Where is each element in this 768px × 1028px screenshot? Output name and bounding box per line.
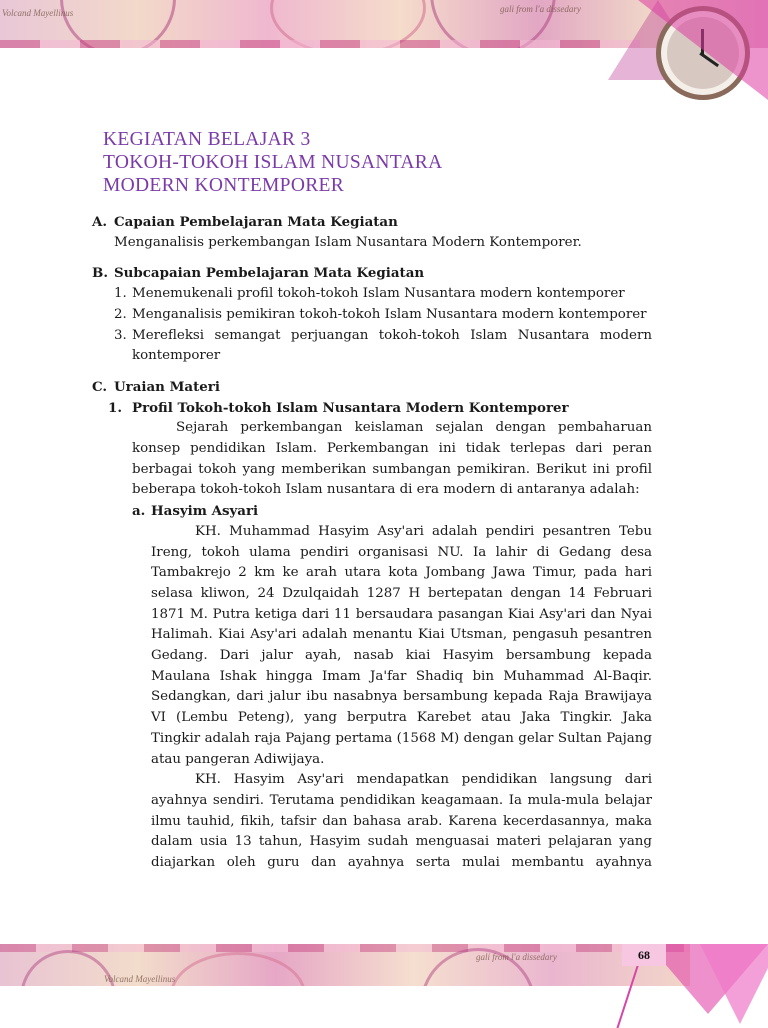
footer-map-text-right: gali from l'a dissedary bbox=[476, 952, 557, 962]
subsection-title: Profil Tokoh-tokoh Islam Nusantara Modern Kontemporer bbox=[132, 399, 569, 416]
list-text: Menganalisis pemikiran tokoh-tokoh Islam Nusantara modern kontemporer bbox=[132, 306, 647, 322]
figure-marker: a. bbox=[132, 503, 146, 520]
section-heading: Capaian Pembelajaran Mata Kegiatan bbox=[114, 214, 398, 230]
document-body bbox=[92, 212, 652, 874]
subsection-number: 1. bbox=[108, 399, 122, 416]
list-number: 3. bbox=[114, 327, 127, 343]
list-item bbox=[114, 326, 652, 367]
footer-decoration bbox=[0, 944, 690, 986]
list-text: Merefleksi semangat perjuangan tokoh-tokoh Islam Nusantara modern kontemporer bbox=[132, 327, 652, 364]
list-item bbox=[114, 284, 652, 305]
subsection-heading bbox=[108, 398, 652, 419]
title-line-2: TOKOH-TOKOH ISLAM NUSANTARA bbox=[103, 152, 443, 173]
decor-circle bbox=[20, 950, 116, 986]
footer-stripe bbox=[0, 944, 690, 952]
header-corner-triangle bbox=[638, 0, 768, 100]
section-marker: C. bbox=[92, 378, 108, 395]
section-marker: B. bbox=[92, 265, 108, 282]
biography-paragraph-2: KH. Hasyim Asy'ari mendapatkan pendidikan langsung dari ayahnya sendiri. Terutama pendidikan keagamaan. Ia mula-mula belajar ilmu tauhid, fikih, tafsir dan bahasa arab. Karena kecerdasannya, maka dalam usia 13 tahun, Hasyim sudah menguasai materi pelajaran yang diajarkan oleh guru dan ayahnya serta mulai membantu ayahnya bbox=[151, 772, 652, 871]
figure-heading bbox=[132, 501, 652, 522]
section-a-heading bbox=[92, 212, 652, 233]
decor-circle bbox=[170, 952, 306, 986]
list-text: Menemukenali profil tokoh-tokoh Islam Nusantara modern kontemporer bbox=[132, 286, 625, 302]
figure-name: Hasyim Asyari bbox=[151, 503, 259, 520]
list-number: 1. bbox=[114, 286, 127, 302]
page-number: 68 bbox=[622, 944, 666, 966]
section-heading: Uraian Materi bbox=[114, 378, 220, 395]
intro-paragraph: Sejarah perkembangan keislaman sejalan dengan pembaharuan konsep pendidikan Islam. Perkembangan ini tidak terlepas dari peran berbagai tokoh yang memberikan sumbangan pemikiran. Berikut ini profil beberapa tokoh-tokoh Islam nusantara di era modern di antaranya adalah: bbox=[132, 420, 652, 498]
section-a-text: Menganalisis perkembangan Islam Nusantara Modern Kontemporer. bbox=[114, 234, 582, 250]
section-marker: A. bbox=[92, 214, 108, 230]
section-heading: Subcapaian Pembelajaran Mata Kegiatan bbox=[114, 265, 425, 282]
footer-map-text-left: Volcand Mayellinus bbox=[104, 974, 176, 984]
header-map-text-left: Volcand Mayellinus bbox=[2, 8, 74, 18]
section-b-heading bbox=[92, 263, 652, 284]
header-map-text-right: gali from l'a dissedary bbox=[500, 4, 581, 14]
section-c-heading bbox=[92, 377, 652, 398]
footer-triangle-decoration bbox=[700, 944, 768, 1024]
biography-paragraph-1: KH. Muhammad Hasyim Asy'ari adalah pendiri pesantren Tebu Ireng, tokoh ulama pendiri organisasi NU. Ia lahir di Gedang desa Tambakrejo 2 km ke arah utara kota Jombang Jawa Timur, pada hari selasa kliwon, 24 Dzulqaidah 1287 H bertepatan dengan 14 Februari 1871 M. Putra ketiga dari 11 bersaudara pasangan Kiai Asy'ari dan Nyai Halimah. Kiai Asy'ari adalah menantu Kiai Utsman, pengasuh pesantren Gedang. Dari jalur ayah, nasab kiai Hasyim bersambung kepada Maulana Ishak hingga Imam Ja'far Shadiq bin Muhammad Al-Baqir. Sedangkan, dari jalur ibu nasabnya bersambung kepada Raja Brawijaya VI (Lembu Peteng), yang berputra Karebet atau Jaka Tingkir. Jaka Tingkir adalah raja Pajang pertama (1568 M) dengan gelar Sultan Pajang atau pangeran Adiwijaya. bbox=[151, 523, 652, 767]
list-number: 2. bbox=[114, 306, 127, 322]
title-line-3: MODERN KONTEMPORER bbox=[103, 175, 345, 196]
chapter-title bbox=[103, 128, 663, 197]
list-item bbox=[114, 305, 652, 326]
title-line-1: KEGIATAN BELAJAR 3 bbox=[103, 129, 311, 150]
header-stripe bbox=[0, 40, 640, 48]
